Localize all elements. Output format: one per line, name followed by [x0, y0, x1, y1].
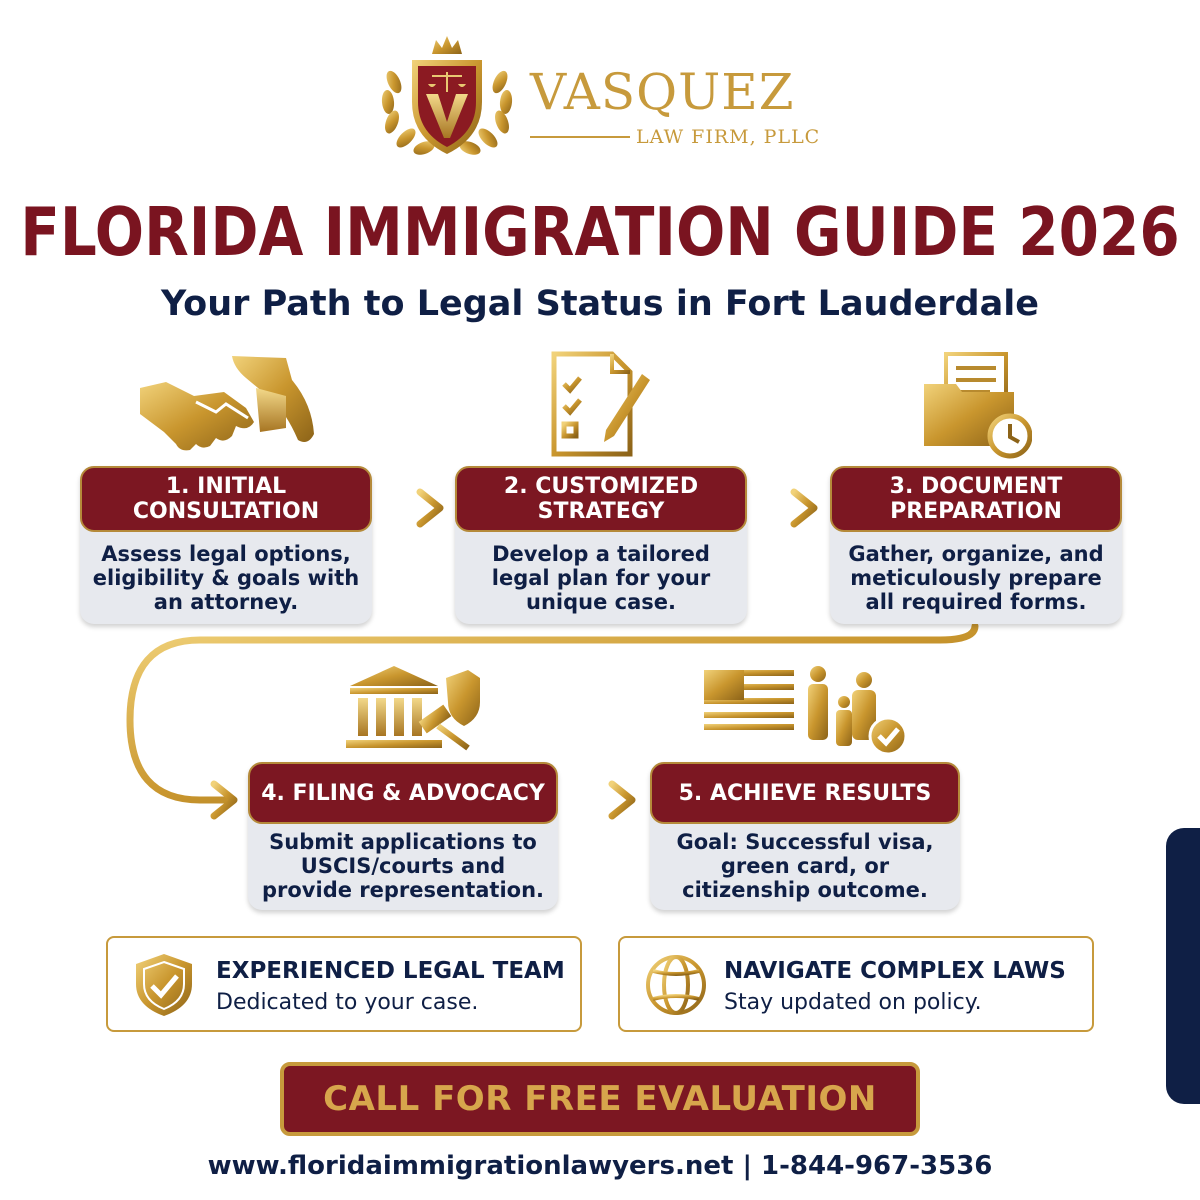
page-title: FLORIDA IMMIGRATION GUIDE 2026: [20, 192, 1180, 272]
step-heading: 2. CUSTOMIZED STRATEGY: [455, 466, 747, 532]
step-description: Develop a tailored legal plan for your unique case.: [491, 542, 711, 614]
feature-title: EXPERIENCED LEGAL TEAM: [216, 958, 565, 984]
feature-description: Stay updated on policy.: [724, 990, 982, 1015]
courthouse-gavel-shield-icon: [346, 660, 482, 756]
step-description: Goal: Successful visa, green card, or citizenship outcome.: [676, 830, 934, 902]
feature-title: NAVIGATE COMPLEX LAWS: [724, 958, 1066, 984]
cta-label: CALL FOR FREE EVALUATION: [323, 1079, 877, 1119]
side-tab[interactable]: [1166, 828, 1200, 1104]
step-card-document-preparation: [830, 466, 1122, 624]
feature-navigate-laws: [618, 936, 1094, 1032]
brand-name: VASQUEZ: [530, 63, 795, 121]
step-heading: 3. DOCUMENT PREPARATION: [830, 466, 1122, 532]
brand-divider: [530, 136, 630, 138]
checklist-pen-icon: [550, 350, 654, 458]
step-heading: 5. ACHIEVE RESULTS: [650, 762, 960, 824]
step-description: Submit applications to USCIS/courts and provide representation.: [261, 830, 544, 902]
step-card-customized-strategy: [455, 466, 747, 624]
shield-check-icon: [132, 952, 196, 1018]
page-subtitle: Your Path to Legal Status in Fort Lauderdale: [161, 284, 1039, 324]
step-heading: 1. INITIAL CONSULTATION: [80, 466, 372, 532]
handshake-florida-icon: [136, 352, 320, 458]
step-card-achieve-results: [650, 762, 960, 910]
step-card-filing-advocacy: [248, 762, 558, 910]
law-firm-logo-crest-icon: [372, 32, 522, 162]
brand-subtitle: LAW FIRM, PLLC: [636, 126, 821, 148]
contact-info[interactable]: www.floridaimmigrationlawyers.net | 1-844-967-3536: [207, 1151, 993, 1181]
flag-family-check-icon: [702, 664, 910, 758]
step-description: Gather, organize, and meticulously prepare all required forms.: [848, 542, 1104, 614]
step-heading: 4. FILING & ADVOCACY: [248, 762, 558, 824]
feature-experienced-team: [106, 936, 582, 1032]
call-for-evaluation-button[interactable]: [280, 1062, 920, 1136]
feature-description: Dedicated to your case.: [216, 990, 479, 1015]
step-description: Assess legal options, eligibility & goals with an attorney.: [92, 542, 360, 614]
globe-icon: [644, 952, 708, 1018]
folder-clock-icon: [920, 350, 1032, 460]
step-card-initial-consultation: [80, 466, 372, 624]
